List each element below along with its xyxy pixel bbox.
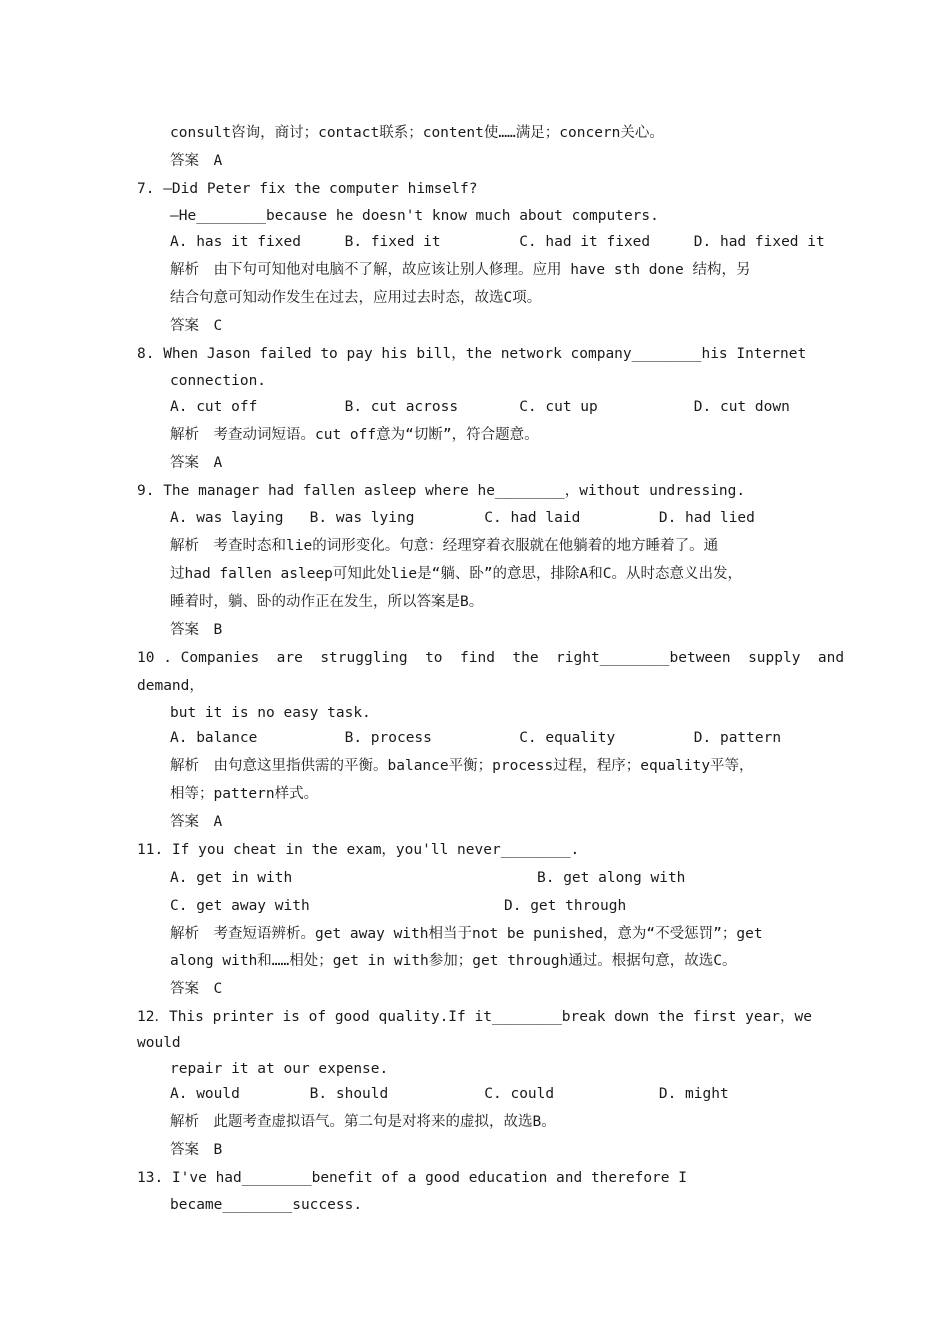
question-10: 10 . Companies are struggling to find the right________between supply and [137, 650, 845, 666]
option-b: B. get along with [537, 870, 686, 886]
question-7: 7. —Did Peter fix the computer himself? [137, 181, 478, 197]
explanation-line: 解析 考查短语辨析。get away with相当于not be punished，意为“不受惩罚”；get [170, 926, 763, 942]
question-12: 12．This printer is of good quality.If it________break down the first year，we [137, 1009, 813, 1025]
explanation-line: 解析 考查时态和lie的词形变化。句意：经理穿着衣服就在他躺着的地方睡着了。通 [170, 538, 719, 554]
question-9: 9. The manager had fallen asleep where he________，without undressing. [137, 483, 746, 499]
options-line: A. balance B. process C. equality D. pattern [170, 730, 782, 746]
option-a: A. get in with [170, 870, 293, 886]
text-line: —He________because he doesn't know much about computers. [170, 208, 659, 224]
options-line: A. has it fixed B. fixed it C. had it fixed D. had fixed it [170, 234, 825, 250]
explanation-line: along with和……相处；get in with参加；get through通过。根据句意，故选C。 [170, 953, 737, 969]
answer-line: 答案 A [170, 455, 223, 471]
text-line: repair it at our expense. [170, 1061, 389, 1077]
explanation-line: 解析 考查动词短语。cut off意为“切断”，符合题意。 [170, 427, 539, 443]
answer-line: 答案 A [170, 814, 223, 830]
answer-line: 答案 A [170, 153, 223, 169]
question-11: 11. If you cheat in the exam，you'll never________. [137, 842, 580, 858]
answer-line: 答案 C [170, 318, 223, 334]
explanation-line: 解析 由下句可知他对电脑不了解，故应该让别人修理。应用 have sth done 结构，另 [170, 262, 751, 278]
options-line: A. was laying B. was lying C. had laid D. had lied [170, 510, 755, 526]
text-line: became________success. [170, 1197, 363, 1213]
text-line: would [137, 1035, 181, 1051]
text-line: consult咨询，商讨；contact联系；content使……满足；concern关心。 [170, 125, 664, 141]
explanation-line: 结合句意可知动作发生在过去，应用过去时态，故选C项。 [170, 290, 542, 306]
option-c: C. get away with [170, 898, 310, 914]
answer-line: 答案 B [170, 622, 223, 638]
question-13: 13. I've had________benefit of a good education and therefore I [137, 1170, 687, 1186]
text-line: demand， [137, 678, 204, 694]
explanation-line: 过had fallen asleep可知此处lie是“躺、卧”的意思，排除A和C。从时态意义出发， [170, 566, 743, 582]
options-line: A. would B. should C. could D. might [170, 1086, 729, 1102]
option-d: D. get through [504, 898, 627, 914]
text-line: connection. [170, 373, 267, 389]
explanation-line: 相等；pattern样式。 [170, 786, 319, 802]
answer-line: 答案 B [170, 1142, 223, 1158]
answer-line: 答案 C [170, 981, 223, 997]
question-8: 8. When Jason failed to pay his bill，the network company________his Internet [137, 346, 807, 362]
explanation-line: 解析 由句意这里指供需的平衡。balance平衡；process过程，程序；equality平等， [170, 758, 754, 774]
options-line: A. cut off B. cut across C. cut up D. cut down [170, 399, 790, 415]
explanation-line: 解析 此题考查虚拟语气。第二句是对将来的虚拟，故选B。 [170, 1114, 556, 1130]
text-line: but it is no easy task. [170, 705, 371, 721]
explanation-line: 睡着时，躺、卧的动作正在发生，所以答案是B。 [170, 594, 484, 610]
